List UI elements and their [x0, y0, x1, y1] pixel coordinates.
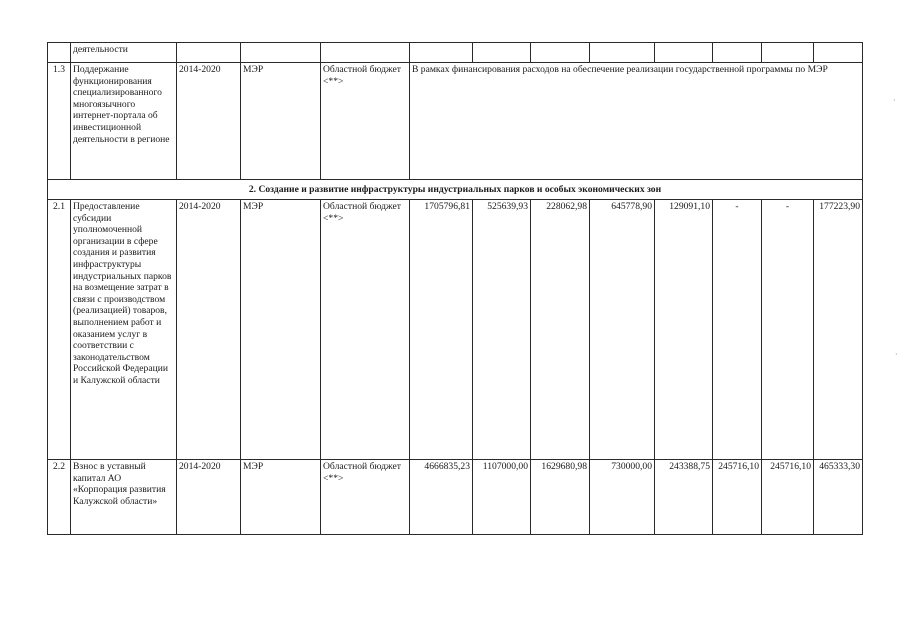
cell-2016: 645778,90 — [590, 200, 655, 460]
cell-2016: 730000,00 — [590, 460, 655, 535]
cell-2019: - — [762, 200, 814, 460]
cell-executor: МЭР — [241, 200, 321, 460]
scan-mark: · — [895, 350, 898, 359]
cell-2018: - — [713, 200, 762, 460]
cell-num: 2.1 — [48, 200, 71, 460]
cell-2015: 228062,98 — [531, 200, 590, 460]
cell-2019: 245716,10 — [762, 460, 814, 535]
cell-2015: 1629680,98 — [531, 460, 590, 535]
cell-2020: 465333,30 — [814, 460, 863, 535]
program-table — [47, 42, 863, 535]
cell-name: Поддержание функционирования специализированного многоязычного интернет-портала об инвестиционной деятельности в регионе — [71, 63, 177, 180]
table-row-2-1 — [48, 200, 863, 460]
cell-total: 4666835,23 — [410, 460, 473, 535]
cell-source: Областной бюджет <**> — [321, 63, 410, 180]
cell-num: 1.3 — [48, 63, 71, 180]
table-row-1-3 — [48, 63, 863, 180]
cell-note: В рамках финансирования расходов на обеспечение реализации государственной программы по МЭР — [410, 63, 863, 180]
cell-period: 2014-2020 — [177, 63, 241, 180]
cell-executor: МЭР — [241, 460, 321, 535]
cell-num: 2.2 — [48, 460, 71, 535]
section-heading: 2. Создание и развитие инфраструктуры индустриальных парков и особых экономических зон — [48, 180, 863, 200]
cell-period: 2014-2020 — [177, 460, 241, 535]
cell-name: Предоставление субсидии уполномоченной организации в сфере создания и развития инфраструктуры индустриальных парков на возмещение затрат в связи с производством (реализацией) товаров, выполнением работ и оказанием услуг в соответствии с законодательством Российской Федерации и Калужской области — [71, 200, 177, 460]
cell-2018: 245716,10 — [713, 460, 762, 535]
cell-2017: 129091,10 — [655, 200, 713, 460]
cell-name: деятельности — [71, 43, 177, 63]
table-row-continuation — [48, 43, 863, 63]
scan-mark: · — [893, 96, 896, 105]
cell-period: 2014-2020 — [177, 200, 241, 460]
cell-2014: 525639,93 — [473, 200, 531, 460]
cell-num — [48, 43, 71, 63]
table-row-section-2 — [48, 180, 863, 200]
table-row-2-2 — [48, 460, 863, 535]
cell-2014: 1107000,00 — [473, 460, 531, 535]
cell-name: Взнос в уставный капитал АО «Корпорация развития Калужской области» — [71, 460, 177, 535]
cell-2017: 243388,75 — [655, 460, 713, 535]
cell-source: Областной бюджет <**> — [321, 200, 410, 460]
cell-2020: 177223,90 — [814, 200, 863, 460]
cell-source: Областной бюджет <**> — [321, 460, 410, 535]
cell-executor: МЭР — [241, 63, 321, 180]
cell-total: 1705796,81 — [410, 200, 473, 460]
